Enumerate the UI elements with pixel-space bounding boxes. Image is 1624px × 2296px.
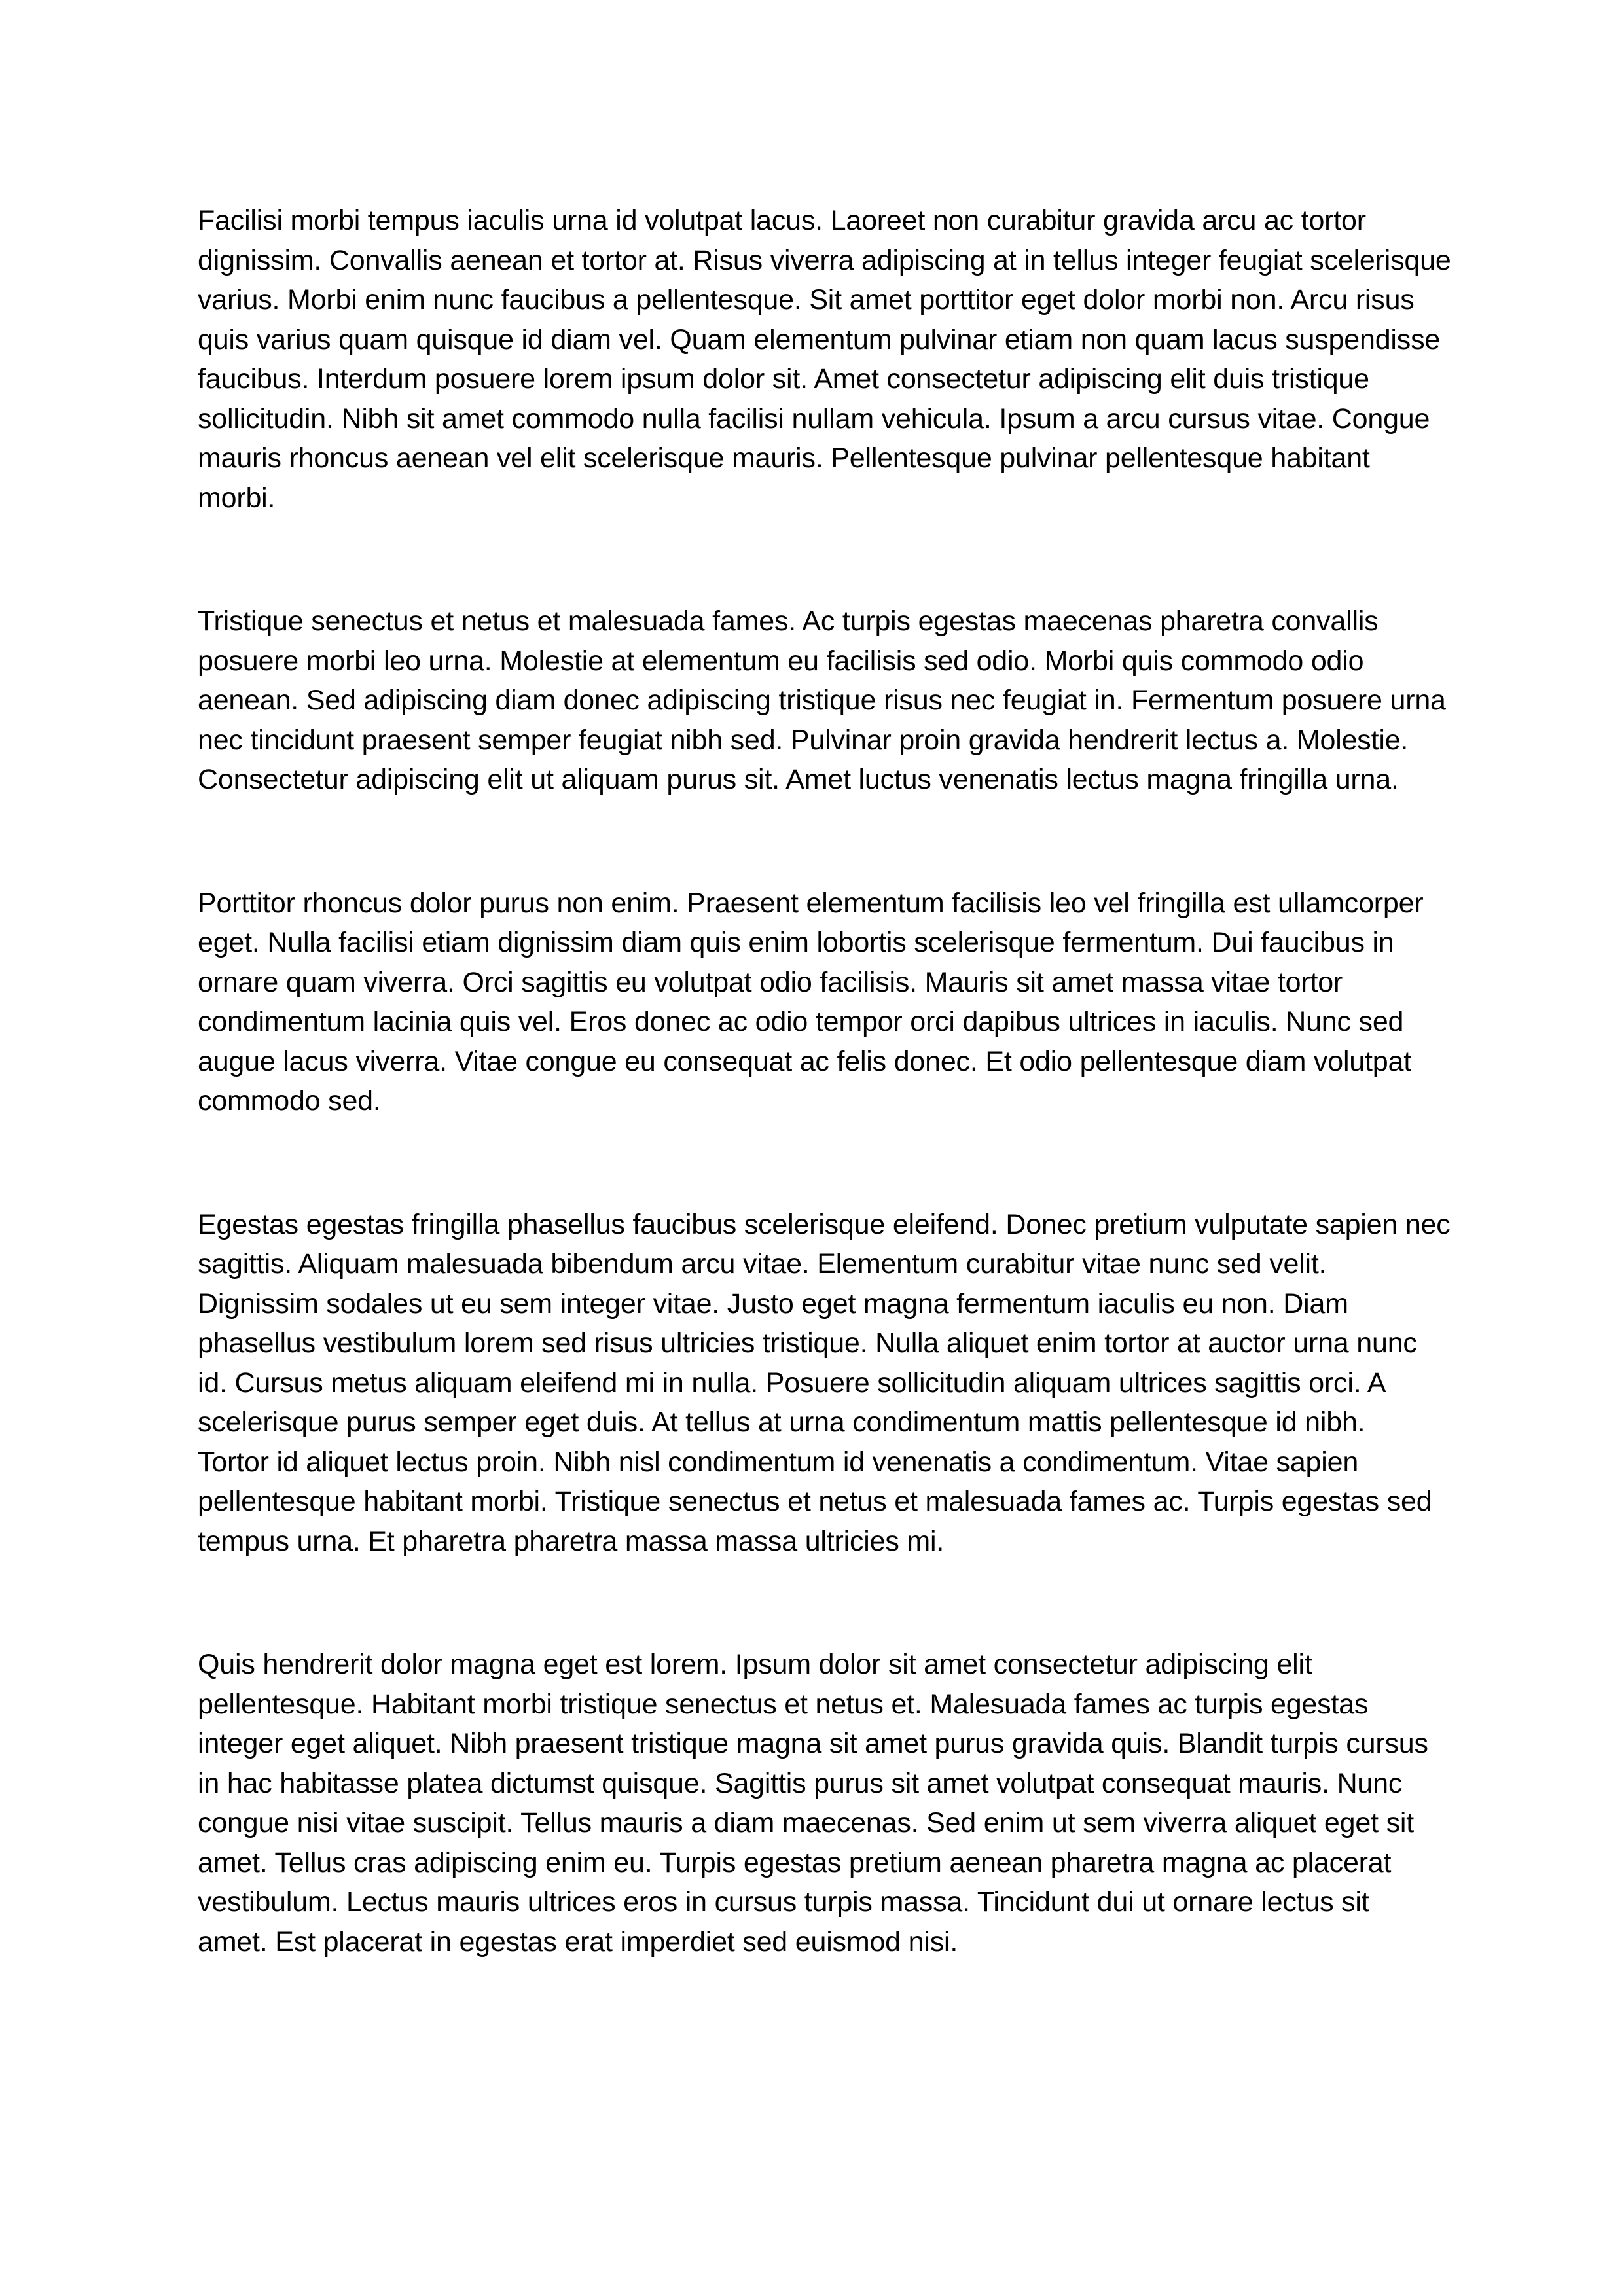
text-line: nec tincidunt praesent semper feugiat nibh sed. Pulvinar proin gravida hendrerit lectus a. Molestie. (198, 724, 1409, 756)
text-line: faucibus. Interdum posuere lorem ipsum dolor sit. Amet consectetur adipiscing elit duis tristique (198, 363, 1369, 395)
text-line: amet. Est placerat in egestas erat imperdiet sed euismod nisi. (198, 1926, 958, 1958)
text-line: Consectetur adipiscing elit ut aliquam purus sit. Amet luctus venenatis lectus magna fringilla urna. (198, 764, 1399, 795)
text-line: ornare quam viverra. Orci sagittis eu volutpat odio facilisis. Mauris sit amet massa vitae tortor (198, 966, 1343, 998)
text-line: Dignissim sodales ut eu sem integer vitae. Justo eget magna fermentum iaculis eu non. Diam (198, 1287, 1348, 1319)
paragraph-5 (198, 1645, 1428, 1962)
text-line: quis varius quam quisque id diam vel. Quam elementum pulvinar etiam non quam lacus suspendisse (198, 323, 1441, 355)
text-line: Egestas egestas fringilla phasellus faucibus scelerisque eleifend. Donec pretium vulputate sapien nec (198, 1208, 1451, 1240)
text-line: pellentesque. Habitant morbi tristique senectus et netus et. Malesuada fames ac turpis egestas (198, 1688, 1369, 1720)
text-line: Quis hendrerit dolor magna eget est lorem. Ipsum dolor sit amet consectetur adipiscing elit (198, 1649, 1312, 1680)
text-line: scelerisque purus semper eget duis. At tellus at urna condimentum mattis pellentesque id nibh. (198, 1407, 1365, 1438)
text-line: morbi. (198, 482, 276, 514)
text-line: id. Cursus metus aliquam eleifend mi in nulla. Posuere sollicitudin aliquam ultrices sagittis orci. A (198, 1367, 1386, 1399)
text-line: posuere morbi leo urna. Molestie at elementum eu facilisis sed odio. Morbi quis commodo odio (198, 645, 1364, 677)
paragraph-2 (198, 601, 1446, 800)
text-line: Porttitor rhoncus dolor purus non enim. Praesent elementum facilisis leo vel fringilla est ullamcorper (198, 887, 1424, 919)
text-line: pellentesque habitant morbi. Tristique senectus et netus et malesuada fames ac. Turpis egestas sed (198, 1486, 1432, 1517)
text-line: sagittis. Aliquam malesuada bibendum arcu vitae. Elementum curabitur vitae nunc sed velit. (198, 1248, 1327, 1280)
text-line: tempus urna. Et pharetra pharetra massa massa ultricies mi. (198, 1525, 945, 1557)
text-line: dignissim. Convallis aenean et tortor at. Risus viverra adipiscing at in tellus integer feugiat scelerisque (198, 244, 1451, 276)
text-line: varius. Morbi enim nunc faucibus a pellentesque. Sit amet porttitor eget dolor morbi non. Arcu risus (198, 284, 1415, 315)
text-line: augue lacus viverra. Vitae congue eu consequat ac felis donec. Et odio pellentesque diam volutpat (198, 1045, 1411, 1077)
text-line: condimentum lacinia quis vel. Eros donec ac odio tempor orci dapibus ultrices in iaculis. Nunc sed (198, 1006, 1404, 1037)
text-line: Tristique senectus et netus et malesuada fames. Ac turpis egestas maecenas pharetra convallis (198, 605, 1379, 637)
text-line: amet. Tellus cras adipiscing enim eu. Turpis egestas pretium aenean pharetra magna ac placerat (198, 1846, 1392, 1878)
text-line: congue nisi vitae suscipit. Tellus mauris a diam maecenas. Sed enim ut sem viverra aliquet eget sit (198, 1807, 1414, 1839)
text-line: integer eget aliquet. Nibh praesent tristique magna sit amet purus gravida quis. Blandit turpis cursus (198, 1728, 1428, 1759)
paragraph-4 (198, 1205, 1451, 1562)
paragraph-3 (198, 884, 1428, 1121)
text-line: in hac habitasse platea dictumst quisque. Sagittis purus sit amet volutpat consequat mauris. Nunc (198, 1767, 1403, 1799)
text-line: Facilisi morbi tempus iaculis urna id volutpat lacus. Laoreet non curabitur gravida arcu ac tortor (198, 205, 1366, 236)
text-line: Tortor id aliquet lectus proin. Nibh nisl condimentum id venenatis a condimentum. Vitae sapien (198, 1446, 1359, 1478)
paragraph-1 (198, 201, 1451, 518)
text-line: mauris rhoncus aenean vel elit scelerisque mauris. Pellentesque pulvinar pellentesque habitant (198, 442, 1370, 474)
text-line: phasellus vestibulum lorem sed risus ultricies tristique. Nulla aliquet enim tortor at auctor urna nunc (198, 1327, 1417, 1359)
text-line: commodo sed. (198, 1085, 381, 1117)
text-line: sollicitudin. Nibh sit amet commodo nulla facilisi nullam vehicula. Ipsum a arcu cursus vitae. Congue (198, 403, 1430, 435)
text-line: eget. Nulla facilisi etiam dignissim diam quis enim lobortis scelerisque fermentum. Dui faucibus in (198, 927, 1394, 958)
text-line: vestibulum. Lectus mauris ultrices eros in cursus turpis massa. Tincidunt dui ut ornare lectus sit (198, 1886, 1369, 1918)
text-line: aenean. Sed adipiscing diam donec adipiscing tristique risus nec feugiat in. Fermentum posuere urna (198, 685, 1446, 716)
